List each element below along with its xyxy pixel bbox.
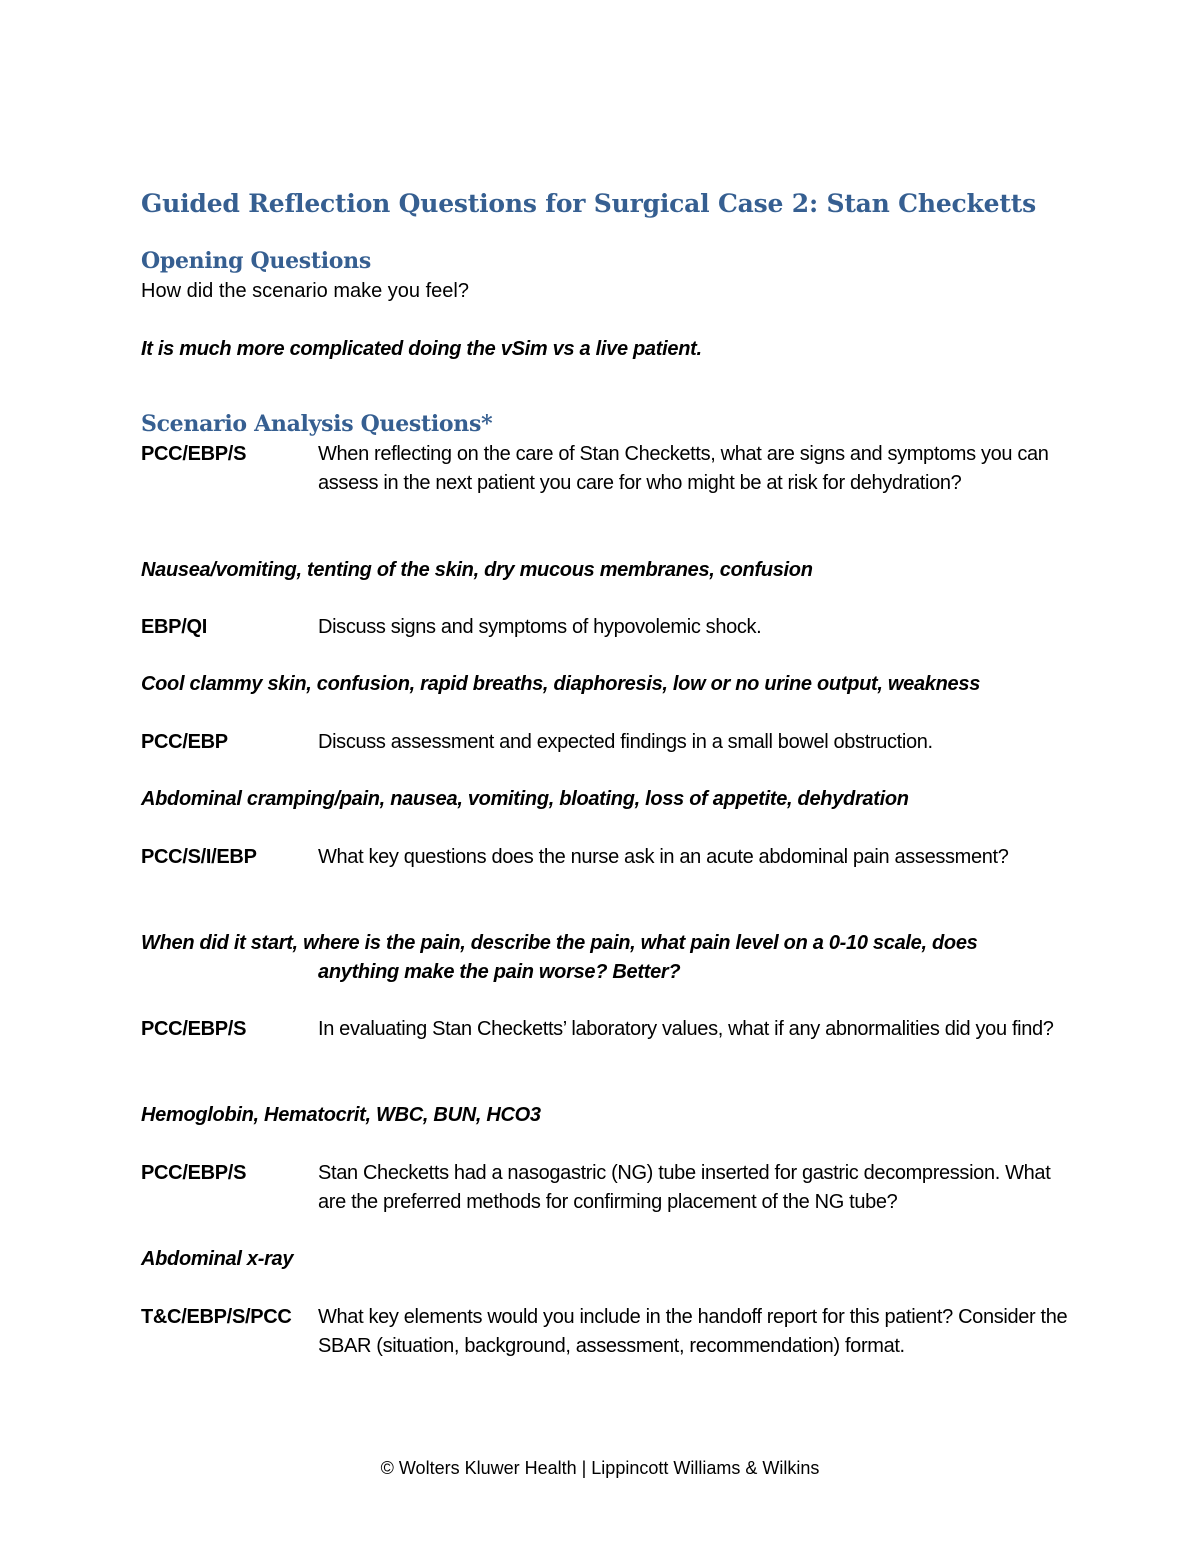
question-row — [141, 440, 1071, 498]
answer-line-1: When did it start, where is the pain, describe the pain, what pain level on a 0-10 scale, does — [141, 932, 978, 954]
question-text: Stan Checketts had a nasogastric (NG) tube inserted for gastric decompression. What are the preferred methods for confirming placement of the NG tube? — [318, 1162, 1051, 1213]
answer-line-2: anything make the pain worse? Better? — [318, 961, 681, 983]
answer-text: Abdominal cramping/pain, nausea, vomiting, bloating, loss of appetite, dehydration — [141, 788, 909, 810]
question-row — [141, 1015, 1071, 1044]
question-code: PCC/EBP/S — [141, 443, 247, 465]
question-code: PCC/EBP — [141, 731, 228, 753]
question-row — [141, 613, 1071, 642]
question-row — [141, 728, 1071, 757]
answer-text: Hemoglobin, Hematocrit, WBC, BUN, HCO3 — [141, 1104, 541, 1126]
question-text: In evaluating Stan Checketts’ laboratory values, what if any abnormalities did you find? — [318, 1018, 1054, 1040]
question-text: Discuss assessment and expected findings in a small bowel obstruction. — [318, 731, 933, 753]
opening-answer: It is much more complicated doing the vSim vs a live patient. — [141, 338, 702, 360]
question-text: When reflecting on the care of Stan Checketts, what are signs and symptoms you can assess in the next patient you care for who might be at risk for dehydration? — [318, 443, 1049, 494]
answer-text — [141, 929, 1041, 987]
scenario-analysis-heading: Scenario Analysis Questions* — [141, 411, 493, 437]
answer-text: Abdominal x-ray — [141, 1248, 294, 1270]
answer-text: Nausea/vomiting, tenting of the skin, dry mucous membranes, confusion — [141, 559, 813, 581]
question-row — [141, 1159, 1071, 1217]
question-code: EBP/QI — [141, 616, 207, 638]
question-code: PCC/S/I/EBP — [141, 846, 257, 868]
opening-question: How did the scenario make you feel? — [141, 280, 469, 302]
question-text: What key elements would you include in the handoff report for this patient? Consider the SBAR (situation, background, assessment, recommendation) format. — [318, 1306, 1068, 1357]
question-text: What key questions does the nurse ask in an acute abdominal pain assessment? — [318, 846, 1009, 868]
question-row — [141, 1303, 1071, 1361]
copyright-footer: © Wolters Kluwer Health | Lippincott Williams & Wilkins — [380, 1458, 820, 1478]
answer-text: Cool clammy skin, confusion, rapid breaths, diaphoresis, low or no urine output, weakness — [141, 673, 981, 695]
question-code: T&C/EBP/S/PCC — [141, 1306, 292, 1328]
question-code: PCC/EBP/S — [141, 1018, 247, 1040]
page-title: Guided Reflection Questions for Surgical Case 2: Stan Checketts — [141, 189, 1036, 218]
question-row — [141, 843, 1071, 872]
opening-questions-heading: Opening Questions — [141, 248, 371, 274]
question-text: Discuss signs and symptoms of hypovolemic shock. — [318, 616, 762, 638]
question-code: PCC/EBP/S — [141, 1162, 247, 1184]
